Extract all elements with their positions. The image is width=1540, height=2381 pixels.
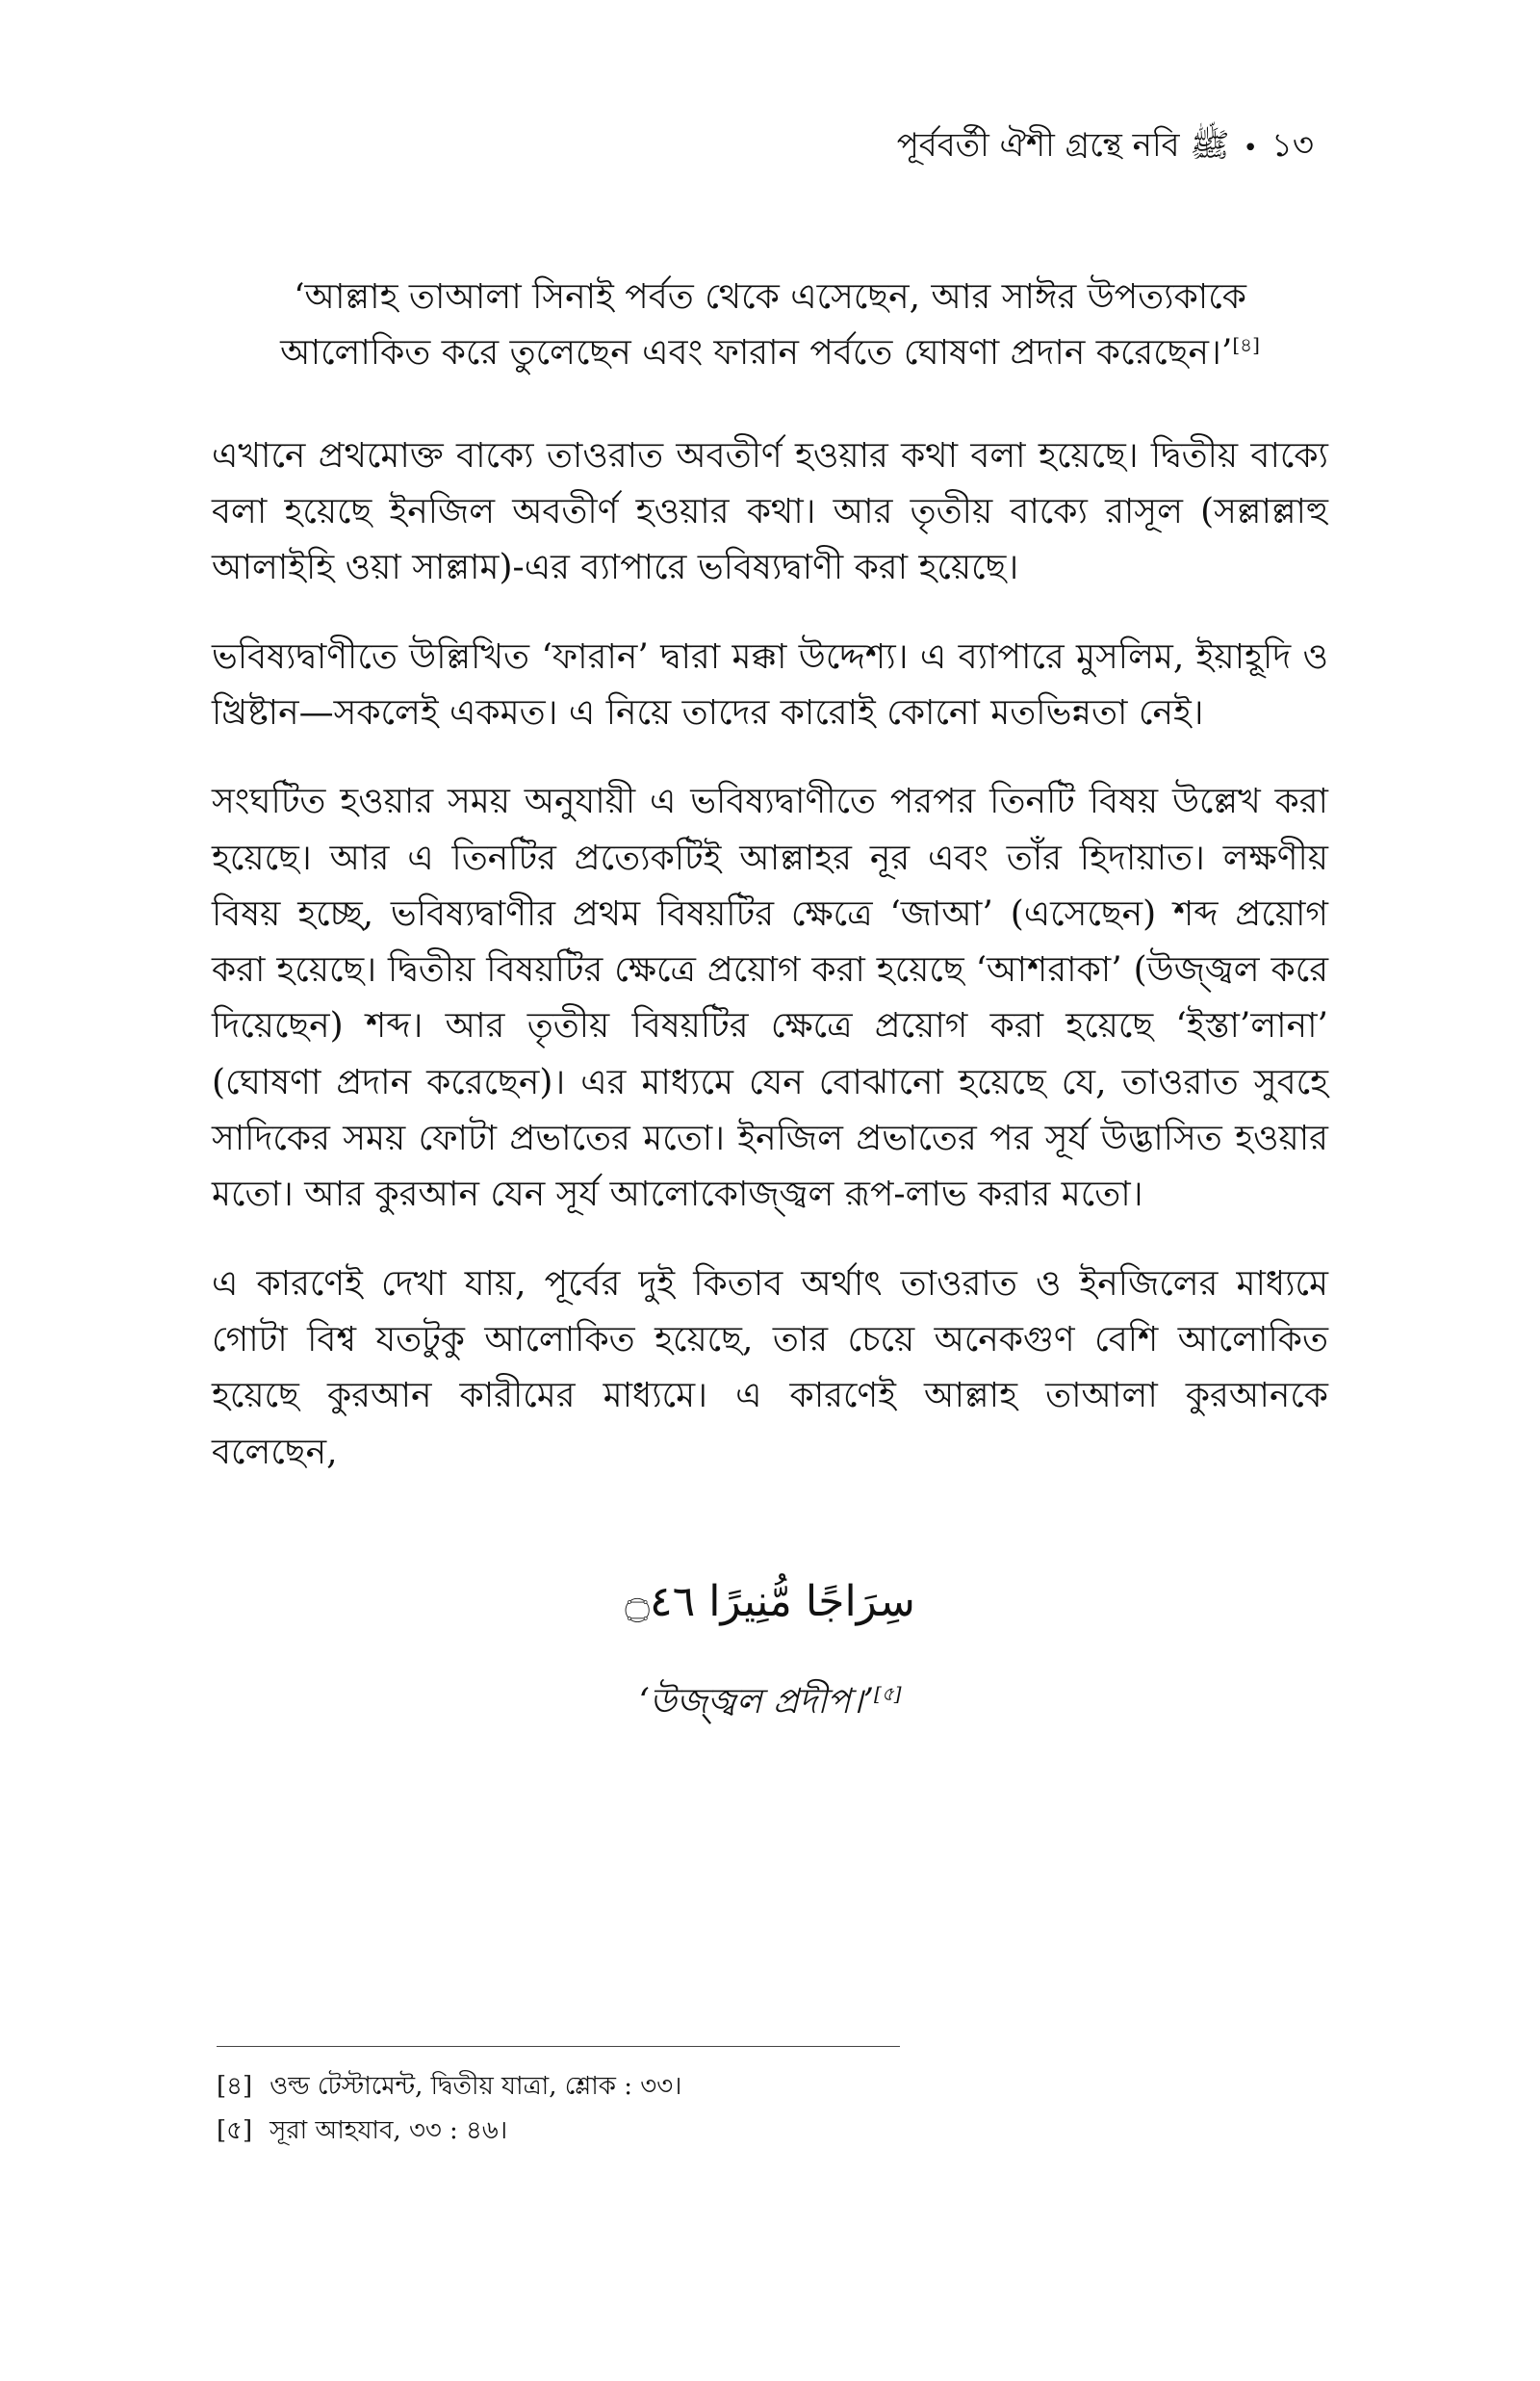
- paragraph: সংঘটিত হওয়ার সময় অনুযায়ী এ ভবিষ্যদ্বাণীতে পরপর তিনটি বিষয় উল্লেখ করা হয়েছে। আর এ তিনটির প্রত্যেকটিই আল্লাহর নূর এবং তাঁর হিদায়াত। লক্ষণীয় বিষয় হচ্ছে, ভবিষ্যদ্বাণীর প্রথম বিষয়টির ক্ষেত্রে ‘জাআ’ (এসেছেন) শব্দ প্রয়োগ করা হয়েছে। দ্বিতীয় বিষয়টির ক্ষেত্রে প্রয়োগ করা হয়েছে ‘আশরাকা’ (উজ্জ্বল করে দিয়েছেন) শব্দ। আর তৃতীয় বিষয়টির ক্ষেত্রে প্রয়োগ করা হয়েছে ‘ইস্তা’লানা’ (ঘোষণা প্রদান করেছেন)। এর মাধ্যমে যেন বোঝানো হয়েছে যে, তাওরাত সুবহে সাদিকের সময় ফোটা প্রভাতের মতো। ইনজিল প্রভাতের পর সূর্য উদ্ভাসিত হওয়ার মতো। আর কুরআন যেন সূর্য আলোকোজ্জ্বল রূপ-লাভ করার মতো।: [212, 782, 1328, 1215]
- running-title: পূর্ববর্তী ঐশী গ্রন্থে নবি ﷺ: [896, 126, 1230, 165]
- running-header: [897, 120, 1314, 175]
- translation-footnote-ref: [৫]: [874, 1682, 902, 1706]
- footnote-text: ওল্ড টেস্টামেন্ট, দ্বিতীয় যাত্রা, শ্লোক : ৩৩।: [270, 2072, 682, 2101]
- page-body: [212, 270, 1328, 1731]
- block-quote: [250, 270, 1290, 382]
- paragraph: ভবিষ্যদ্বাণীতে উল্লিখিত ‘ফারান’ দ্বারা মক্কা উদ্দেশ্য। এ ব্যাপারে মুসলিম, ইয়াহূদি ও খ্রিষ্টান—সকলেই একমত। এ নিয়ে তাদের কারোই কোনো মতভিন্নতা নেই।: [212, 636, 1328, 733]
- paragraph: এখানে প্রথমোক্ত বাক্যে তাওরাত অবতীর্ণ হওয়ার কথা বলা হয়েছে। দ্বিতীয় বাক্যে বলা হয়েছে ইনজিল অবতীর্ণ হওয়ার কথা। আর তৃতীয় বাক্যে রাসূল (সল্লাল্লাহু আলাইহি ওয়া সাল্লাম)-এর ব্যাপারে ভবিষ্যদ্বাণী করা হয়েছে।: [212, 435, 1328, 588]
- arabic-verse: سِرَاجًا مُّنِيرًا ۝٤٦: [625, 1576, 915, 1626]
- paragraph: এ কারণেই দেখা যায়, পূর্বের দুই কিতাব অর্থাৎ তাওরাত ও ইনজিলের মাধ্যমে গোটা বিশ্ব যতটুকু আলোকিত হয়েছে, তার চেয়ে অনেকগুণ বেশি আলোকিত হয়েছে কুরআন কারীমের মাধ্যমে। এ কারণেই আল্লাহ তাআলা কুরআনকে বলেছেন,: [212, 1263, 1328, 1472]
- footnote-item: [217, 2109, 1275, 2154]
- quote-footnote-ref: [৪]: [1232, 333, 1260, 357]
- footnotes: [217, 2065, 1275, 2153]
- page-number: ১৩: [1270, 126, 1314, 165]
- footnote-marker: [৫]: [217, 2115, 253, 2145]
- verse-translation: [212, 1674, 1328, 1730]
- quote-text: ‘আল্লাহ তাআলা সিনাই পর্বত থেকে এসেছেন, আর সাঈর উপত্যকাকে আলোকিত করে তুলেছেন এবং ফারান পর্বতে ঘোষণা প্রদান করেছেন।’: [280, 277, 1246, 374]
- footnote-divider: [217, 2046, 900, 2047]
- footnote-item: [217, 2065, 1275, 2109]
- header-separator: •: [1243, 133, 1258, 163]
- translation-text: ‘উজ্জ্বল প্রদীপ।’: [638, 1682, 875, 1722]
- footnote-marker: [৪]: [217, 2072, 253, 2101]
- footnote-text: সূরা আহযাব, ৩৩ : ৪৬।: [270, 2115, 508, 2145]
